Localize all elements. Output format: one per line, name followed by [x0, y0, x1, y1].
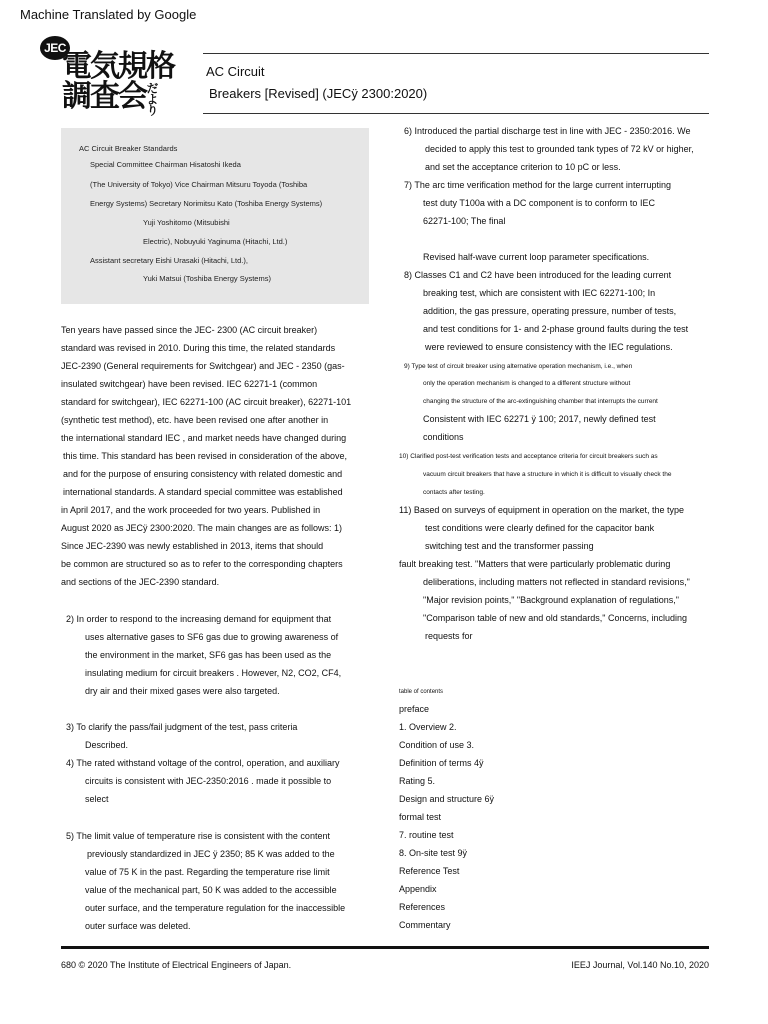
- body-line-small: contacts after testing.: [423, 489, 485, 496]
- body-line: were reviewed to ensure consistency with the IEC regulations.: [425, 342, 673, 352]
- committee-line: Special Committee Chairman Hisatoshi Ikeda: [90, 160, 241, 169]
- body-line: 5) The limit value of temperature rise is consistent with the content: [66, 831, 330, 841]
- body-line: the international standard IEC , and market needs have changed during: [61, 433, 347, 443]
- body-line: deliberations, including matters not reflected in standard revisions,": [423, 577, 690, 587]
- body-line: select: [85, 794, 109, 804]
- toc-item: Design and structure 6ÿ: [399, 794, 495, 804]
- committee-line: Yuki Matsui (Toshiba Energy Systems): [143, 274, 271, 283]
- jec-logo-small-text: だより: [145, 82, 159, 115]
- toc-item: Rating 5.: [399, 776, 436, 786]
- body-line: and test conditions for 1- and 2-phase ground faults during the test: [423, 324, 689, 334]
- body-line: dry air and their mixed gases were also targeted.: [85, 686, 280, 696]
- body-line: the environment in the market, SF6 gas has been used as the: [85, 650, 332, 660]
- body-line: switching test and the transformer passing: [425, 541, 594, 551]
- body-line: "Comparison table of new and old standards," Concerns, including: [423, 613, 688, 623]
- body-line: 4) The rated withstand voltage of the control, operation, and auxiliary: [66, 758, 340, 768]
- body-line: test conditions were clearly defined for the capacitor bank: [425, 523, 655, 533]
- body-line: (synthetic test method), etc. have been revised one after another in: [61, 415, 329, 425]
- jec-logo-row1: 電気規格: [62, 49, 174, 84]
- body-line: in April 2017, and the work proceeded for two years. Published in: [61, 505, 321, 515]
- body-line: breaking test, which are consistent with IEC 62271-100; In: [423, 288, 656, 298]
- header-bottom-rule: [203, 113, 709, 114]
- body-line-small: 9) Type test of circuit breaker using alternative operation mechanism, i.e., when: [404, 363, 633, 370]
- body-line: Ten years have passed since the JEC- 2300 (AC circuit breaker): [61, 325, 318, 335]
- body-line: Revised half-wave current loop parameter specifications.: [423, 252, 650, 262]
- body-line: fault breaking test. "Matters that were particularly problematic during: [399, 559, 671, 569]
- machine-translation-banner: Machine Translated by Google: [20, 7, 197, 22]
- committee-box: [61, 128, 369, 304]
- body-line: insulated switchgear) have been revised. IEC 62271-1 (common: [61, 379, 318, 389]
- body-line: and set the acceptance criterion to 10 pC or less.: [425, 162, 621, 172]
- footer-rule: [61, 946, 709, 949]
- toc-item: formal test: [399, 812, 442, 822]
- body-line: Since JEC-2390 was newly established in 2013, items that should: [61, 541, 324, 551]
- toc-item: 1. Overview 2.: [399, 722, 457, 732]
- toc-item: preface: [399, 704, 430, 714]
- body-line: standard was revised in 2010. During this time, the related standards: [61, 343, 336, 353]
- committee-line: AC Circuit Breaker Standards: [79, 144, 178, 153]
- body-line: addition, the gas pressure, operating pressure, number of tests,: [423, 306, 677, 316]
- body-line-small: vacuum circuit breakers that have a structure in which it is difficult to visually check the: [423, 471, 672, 478]
- body-line: 7) The arc time verification method for the large current interrupting: [404, 180, 671, 190]
- body-line: JEC-2390 (General requirements for Switchgear) and JEC - 2350 (gas-: [61, 361, 345, 371]
- body-line: outer surface, and the temperature regulation for the inaccessible: [85, 903, 346, 913]
- header-title-line2: Breakers [Revised] (JECÿ 2300:2020): [209, 86, 428, 101]
- body-line: 8) Classes C1 and C2 have been introduced for the leading current: [404, 270, 672, 280]
- committee-line: (The University of Tokyo) Vice Chairman Mitsuru Toyoda (Toshiba: [90, 180, 308, 189]
- header-top-rule: [203, 53, 709, 54]
- toc-heading: table of contents: [399, 689, 444, 695]
- body-line: value of the mechanical part, 50 K was added to the accessible: [85, 885, 337, 895]
- body-line: 6) Introduced the partial discharge test in line with JEC - 2350:2016. We: [404, 126, 691, 136]
- toc-item: Reference Test: [399, 866, 460, 876]
- body-line: "Major revision points," "Background explanation of regulations,": [423, 595, 679, 605]
- body-line: insulating medium for circuit breakers . However, N2, CO2, CF4,: [85, 668, 342, 678]
- toc-item: Condition of use 3.: [399, 740, 475, 750]
- body-line: Consistent with IEC 62271 ÿ 100; 2017, newly defined test: [423, 414, 656, 424]
- body-line: 3) To clarify the pass/fail judgment of the test, pass criteria: [66, 722, 298, 732]
- committee-line: Assistant secretary Eishi Urasaki (Hitachi, Ltd.),: [90, 256, 248, 265]
- committee-line: Energy Systems) Secretary Norimitsu Kato (Toshiba Energy Systems): [90, 199, 323, 208]
- footer-journal: IEEJ Journal, Vol.140 No.10, 2020: [571, 960, 709, 970]
- body-line: and for the purpose of ensuring consistency with related domestic and: [63, 469, 343, 479]
- body-line: circuits is consistent with JEC-2350:2016 . made it possible to: [85, 776, 332, 786]
- body-line: test duty T100a with a DC component is to conform to IEC: [423, 198, 655, 208]
- body-line: 62271-100; The final: [423, 216, 506, 226]
- toc-item: 7. routine test: [399, 830, 454, 840]
- body-line: Described.: [85, 740, 129, 750]
- body-line: requests for: [425, 631, 473, 641]
- body-line: 2) In order to respond to the increasing demand for equipment that: [66, 614, 332, 624]
- body-line: decided to apply this test to grounded tank types of 72 kV or higher,: [425, 144, 694, 154]
- toc-item: References: [399, 902, 446, 912]
- committee-line: Electric), Nobuyuki Yaginuma (Hitachi, Ltd.): [143, 237, 288, 246]
- toc-item: Definition of terms 4ÿ: [399, 758, 484, 768]
- body-line: standard for switchgear), IEC 62271-100 (AC circuit breaker), 62271-101: [61, 397, 352, 407]
- toc-item: Appendix: [399, 884, 437, 894]
- body-line: conditions: [423, 432, 464, 442]
- body-line: previously standardized in JEC ÿ 2350; 85 K was added to the: [87, 849, 335, 859]
- jec-logo: [40, 36, 192, 115]
- jec-logo-row2-text: 調査会: [62, 79, 146, 114]
- footer-copyright: 680 © 2020 The Institute of Electrical Engineers of Japan.: [61, 960, 292, 970]
- body-line: and sections of the JEC-2390 standard.: [61, 577, 220, 587]
- body-line: outer surface was deleted.: [85, 921, 191, 931]
- body-line-small: changing the structure of the arc-extinguishing chamber that interrupts the current: [423, 398, 658, 405]
- body-line: 11) Based on surveys of equipment in operation on the market, the type: [399, 505, 685, 515]
- toc-item: Commentary: [399, 920, 451, 930]
- body-line: uses alternative gases to SF6 gas due to growing awareness of: [85, 632, 339, 642]
- jec-logo-row2: [62, 79, 159, 115]
- header-title-line1: AC Circuit: [206, 64, 265, 79]
- body-line-small: 10) Clarified post-test verification tests and acceptance criteria for circuit breakers such as: [399, 453, 658, 460]
- committee-line: Yuji Yoshitomo (Mitsubishi: [143, 218, 230, 227]
- body-line-small: only the operation mechanism is changed to a different structure without: [423, 380, 631, 387]
- body-line: August 2020 as JECÿ 2300:2020. The main changes are as follows: 1): [61, 523, 343, 533]
- body-line: international standards. A standard special committee was established: [63, 487, 343, 497]
- body-line: be common are structured so as to refer to the corresponding chapters: [61, 559, 343, 569]
- toc-item: 8. On-site test 9ÿ: [399, 848, 468, 858]
- body-line: this time. This standard has been revised in consideration of the above,: [63, 451, 348, 461]
- body-line: value of 75 K in the past. Regarding the temperature rise limit: [85, 867, 330, 877]
- jec-logo-badge: JEC: [40, 36, 70, 60]
